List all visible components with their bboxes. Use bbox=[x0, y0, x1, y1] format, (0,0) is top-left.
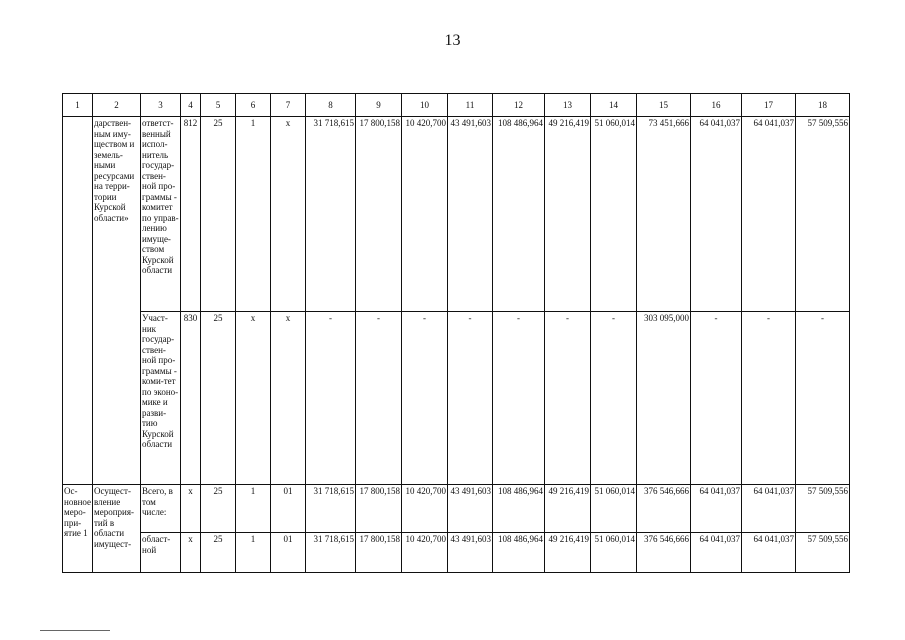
value-cell: - bbox=[796, 312, 850, 485]
col-header: 17 bbox=[742, 94, 796, 117]
rz-code-cell: 25 bbox=[201, 485, 236, 533]
pr-code-cell: 1 bbox=[236, 533, 271, 573]
value-cell: 31 718,615 bbox=[306, 533, 356, 573]
grbs-code-cell: х bbox=[181, 485, 201, 533]
table-row bbox=[63, 312, 850, 485]
value-cell: 10 420,700 bbox=[402, 117, 448, 312]
value-cell: - bbox=[591, 312, 637, 485]
value-cell: 64 041,037 bbox=[742, 117, 796, 312]
table-row bbox=[63, 117, 850, 312]
grbs-code-cell: 830 bbox=[181, 312, 201, 485]
value-cell: 10 420,700 bbox=[402, 485, 448, 533]
rz-code-cell: 25 bbox=[201, 312, 236, 485]
pr-code-cell: 1 bbox=[236, 485, 271, 533]
value-cell: - bbox=[402, 312, 448, 485]
col-header: 4 bbox=[181, 94, 201, 117]
value-cell: 64 041,037 bbox=[691, 485, 742, 533]
csr-code-cell: х bbox=[271, 312, 306, 485]
value-cell: - bbox=[306, 312, 356, 485]
value-cell: 31 718,615 bbox=[306, 117, 356, 312]
value-cell: - bbox=[545, 312, 591, 485]
value-cell: 31 718,615 bbox=[306, 485, 356, 533]
value-cell: 376 546,666 bbox=[637, 485, 691, 533]
value-cell: 64 041,037 bbox=[742, 533, 796, 573]
value-cell: 64 041,037 bbox=[742, 485, 796, 533]
page-number: 13 bbox=[444, 32, 461, 49]
value-cell: 57 509,556 bbox=[796, 117, 850, 312]
csr-code-cell: 01 bbox=[271, 485, 306, 533]
value-cell: 17 800,158 bbox=[356, 117, 402, 312]
value-cell: 43 491,603 bbox=[448, 485, 493, 533]
value-cell: 51 060,014 bbox=[591, 485, 637, 533]
value-cell: 303 095,000 bbox=[637, 312, 691, 485]
col-header: 1 bbox=[63, 94, 93, 117]
col-header: 13 bbox=[545, 94, 591, 117]
pr-code-cell: х bbox=[236, 312, 271, 485]
col-header: 14 bbox=[591, 94, 637, 117]
value-cell: 108 486,964 bbox=[493, 485, 545, 533]
value-cell: - bbox=[742, 312, 796, 485]
value-cell: 49 216,419 bbox=[545, 533, 591, 573]
value-cell: 17 800,158 bbox=[356, 533, 402, 573]
measure-number-cell bbox=[63, 117, 93, 485]
value-cell: 43 491,603 bbox=[448, 117, 493, 312]
value-cell: 17 800,158 bbox=[356, 485, 402, 533]
col-header: 10 bbox=[402, 94, 448, 117]
col-header: 3 bbox=[141, 94, 181, 117]
col-header: 12 bbox=[493, 94, 545, 117]
rz-code-cell: 25 bbox=[201, 533, 236, 573]
col-header: 5 bbox=[201, 94, 236, 117]
header-row bbox=[63, 94, 850, 117]
value-cell: - bbox=[691, 312, 742, 485]
value-cell: 376 546,666 bbox=[637, 533, 691, 573]
executor-cell: ответст-венный испол-нитель государ-ствен-ной про-граммы - комитет по управ-лению имуще-ством Курской области bbox=[141, 117, 181, 312]
value-cell: 108 486,964 bbox=[493, 117, 545, 312]
value-cell: 43 491,603 bbox=[448, 533, 493, 573]
col-header: 2 bbox=[93, 94, 141, 117]
measure-number-cell: Ос-новное меро-при-ятие 1 bbox=[63, 485, 93, 573]
grbs-code-cell: 812 bbox=[181, 117, 201, 312]
value-cell: - bbox=[448, 312, 493, 485]
pr-code-cell: 1 bbox=[236, 117, 271, 312]
csr-code-cell: 01 bbox=[271, 533, 306, 573]
grbs-code-cell: х bbox=[181, 533, 201, 573]
value-cell: 57 509,556 bbox=[796, 485, 850, 533]
program-name-cell: дарствен-ным иму-ществом и земель-ными ресурсами на терри-тории Курской области» bbox=[93, 117, 141, 485]
value-cell: 10 420,700 bbox=[402, 533, 448, 573]
col-header: 8 bbox=[306, 94, 356, 117]
col-header: 15 bbox=[637, 94, 691, 117]
page-edge-line bbox=[40, 630, 110, 631]
regional-label-cell: област-ной bbox=[141, 533, 181, 573]
col-header: 18 bbox=[796, 94, 850, 117]
value-cell: 108 486,964 bbox=[493, 533, 545, 573]
value-cell: - bbox=[493, 312, 545, 485]
value-cell: 64 041,037 bbox=[691, 117, 742, 312]
value-cell: 51 060,014 bbox=[591, 533, 637, 573]
col-header: 6 bbox=[236, 94, 271, 117]
total-label-cell: Всего, в том числе: bbox=[141, 485, 181, 533]
rz-code-cell: 25 bbox=[201, 117, 236, 312]
value-cell: 73 451,666 bbox=[637, 117, 691, 312]
value-cell: 49 216,419 bbox=[545, 117, 591, 312]
table-row bbox=[63, 485, 850, 533]
value-cell: - bbox=[356, 312, 402, 485]
col-header: 11 bbox=[448, 94, 493, 117]
participant-cell: Участ-ник государ-ствен-ной про-граммы - коми-тет по эконо-мике и разви-тию Курской области bbox=[141, 312, 181, 485]
budget-table bbox=[62, 93, 850, 573]
value-cell: 57 509,556 bbox=[796, 533, 850, 573]
csr-code-cell: х bbox=[271, 117, 306, 312]
value-cell: 51 060,014 bbox=[591, 117, 637, 312]
col-header: 9 bbox=[356, 94, 402, 117]
col-header: 7 bbox=[271, 94, 306, 117]
measure-name-cell: Осущест-вление мероприя-тий в области имущест- bbox=[93, 485, 141, 573]
col-header: 16 bbox=[691, 94, 742, 117]
value-cell: 49 216,419 bbox=[545, 485, 591, 533]
table-row bbox=[63, 533, 850, 573]
value-cell: 64 041,037 bbox=[691, 533, 742, 573]
